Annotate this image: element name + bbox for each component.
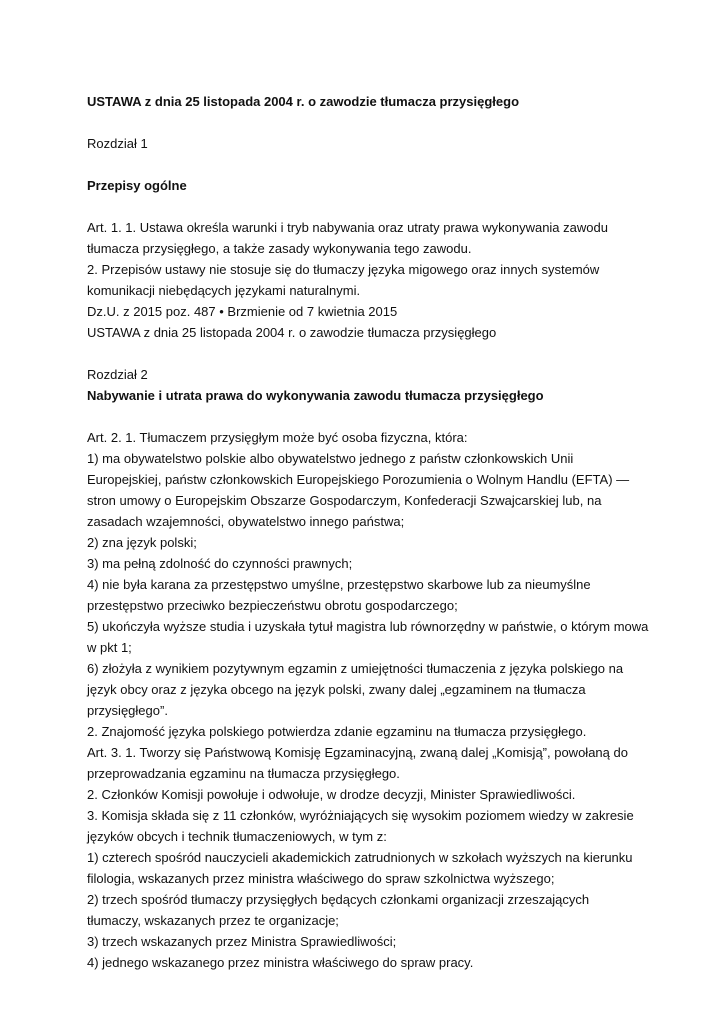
text-line: 3) ma pełną zdolność do czynności prawnych;: [87, 556, 353, 571]
text-line: Art. 3. 1. Tworzy się Państwową Komisję Egzaminacyjną, zwaną dalej „Komisją”, powołaną do: [87, 745, 628, 760]
text-line: 4) jednego wskazanego przez ministra właściwego do spraw pracy.: [87, 955, 474, 970]
text-line: 2) trzech spośród tłumaczy przysięgłych będących członkami organizacji zrzeszających: [87, 892, 590, 907]
text-line: 2. Członków Komisji powołuje i odwołuje, w drodze decyzji, Minister Sprawiedliwości.: [87, 787, 576, 802]
text-line: język obcy oraz z języka obcego na język polski, zwany dalej „egzaminem na tłumacza: [87, 682, 586, 697]
text-line: 1) ma obywatelstwo polskie albo obywatelstwo jednego z państw członkowskich Unii: [87, 451, 574, 466]
document-title: USTAWA z dnia 25 listopada 2004 r. o zawodzie tłumacza przysięgłego: [87, 94, 520, 109]
text-line: 5) ukończyła wyższe studia i uzyskała tytuł magistra lub równorzędny w państwie, o którym mowa: [87, 619, 649, 634]
chapter-2-heading: Nabywanie i utrata prawa do wykonywania zawodu tłumacza przysięgłego: [87, 388, 544, 403]
text-line: przysięgłego”.: [87, 703, 168, 718]
text-line: zasadach wzajemności, obywatelstwo innego państwa;: [87, 514, 405, 529]
document-page: [87, 91, 647, 973]
text-line: tłumacza przysięgłego, a także zasady wykonywania tego zawodu.: [87, 241, 472, 256]
text-line: 2) zna język polski;: [87, 535, 197, 550]
text-line: stron umowy o Europejskim Obszarze Gospodarczym, Konfederacji Szwajcarskiej lub, na: [87, 493, 602, 508]
text-line: filologia, wskazanych przez ministra właściwego do spraw szkolnictwa wyższego;: [87, 871, 555, 886]
text-line: Art. 2. 1. Tłumaczem przysięgłym może być osoba fizyczna, która:: [87, 430, 468, 445]
text-line: w pkt 1;: [87, 640, 132, 655]
chapter-1-heading: Przepisy ogólne: [87, 178, 187, 193]
chapter-1-body: [87, 217, 647, 343]
chapter-1-label: Rozdział 1: [87, 136, 148, 151]
text-line: 3. Komisja składa się z 11 członków, wyróżniających się wysokim poziomem wiedzy w zakresie: [87, 808, 634, 823]
text-line: Europejskiej, państw członkowskich Europejskiego Porozumienia o Wolnym Handlu (EFTA) —: [87, 472, 630, 487]
chapter-2-label: Rozdział 2: [87, 367, 148, 382]
text-line: 1) czterech spośród nauczycieli akademickich zatrudnionych w szkołach wyższych na kierunku: [87, 850, 633, 865]
text-line: przestępstwo przeciwko bezpieczeństwu obrotu gospodarczego;: [87, 598, 458, 613]
text-line: 2. Znajomość języka polskiego potwierdza zdanie egzaminu na tłumacza przysięgłego.: [87, 724, 587, 739]
text-line: 2. Przepisów ustawy nie stosuje się do tłumaczy języka migowego oraz innych systemów: [87, 262, 600, 277]
text-line: tłumaczy, wskazanych przez te organizacje;: [87, 913, 339, 928]
text-line: 3) trzech wskazanych przez Ministra Sprawiedliwości;: [87, 934, 397, 949]
text-line: języków obcych i technik tłumaczeniowych, w tym z:: [87, 829, 387, 844]
text-line: Art. 1. 1. Ustawa określa warunki i tryb nabywania oraz utraty prawa wykonywania zawodu: [87, 220, 608, 235]
text-line: 6) złożyła z wynikiem pozytywnym egzamin z umiejętności tłumaczenia z języka polskiego na: [87, 661, 624, 676]
text-line: Dz.U. z 2015 poz. 487 • Brzmienie od 7 kwietnia 2015: [87, 304, 398, 319]
text-line: przeprowadzania egzaminu na tłumacza przysięgłego.: [87, 766, 400, 781]
text-line: USTAWA z dnia 25 listopada 2004 r. o zawodzie tłumacza przysięgłego: [87, 325, 497, 340]
text-line: 4) nie była karana za przestępstwo umyślne, przestępstwo skarbowe lub za nieumyślne: [87, 577, 591, 592]
chapter-2-body: [87, 427, 647, 973]
text-line: komunikacji niebędących językami naturalnymi.: [87, 283, 361, 298]
